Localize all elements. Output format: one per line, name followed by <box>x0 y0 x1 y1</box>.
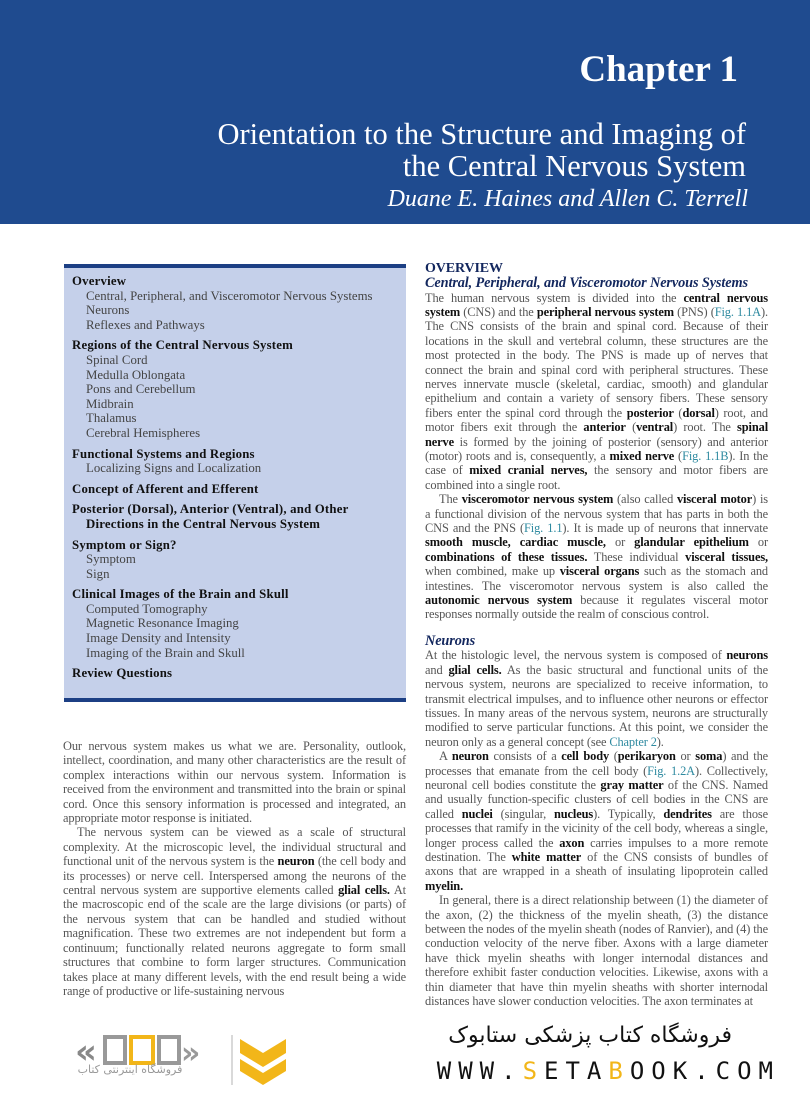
bold-term: dorsal <box>682 405 715 420</box>
text-run: ) root, and motor fibers exit through the <box>425 405 769 435</box>
bold-term: glial cells. <box>338 883 390 898</box>
text-run: ) is a functional division of the nervous system that has parts in both the CNS and the PNS ( <box>425 492 768 535</box>
url-part: ETA <box>544 1057 609 1085</box>
text-run: or <box>675 749 696 764</box>
outline-heading: Clinical Images of the Brain and Skull <box>72 587 289 602</box>
figure-reference-link[interactable]: Fig. 1.2A <box>647 763 695 778</box>
text-run: The <box>439 492 462 507</box>
bold-term: autonomic nervous system <box>425 593 573 608</box>
text-run: At the macroscopic end of the scale are the large divisions (or parts) of the nervous system that can be handled and studied without magnification. These two extremes are not independent but form a continuum; functionally related neurons aggregate to form small structures that combine to form larger structures. Communication takes place at many different levels, with the end result being a wide range of productive or life-sustaining nervous <box>63 883 406 998</box>
bold-term: mixed cranial nerves, <box>469 463 588 478</box>
text-run: ) and the processes that emanate from the cell body ( <box>425 749 769 778</box>
bold-term: myelin. <box>425 878 464 893</box>
text-run: ). The CNS consists of the brain and spinal cord. Because of their locations in the skull and vertebral column, these structures are the most protected in the body. The PNS is made up of nerves that connect the brain and spinal cord with peripheral structures. These nerves innervate muscle (skeletal, cardiac, smooth) and glandular epithelium and contain a variety of sensory fibers. These sensory fibers enter the spinal cord through the <box>425 304 768 420</box>
url-part: S <box>522 1057 545 1085</box>
bold-term: dendrites <box>663 806 712 821</box>
outline-subitem: Symptom <box>86 552 136 567</box>
svg-text:»: » <box>181 1036 201 1071</box>
text-run: the sensory and motor fibers are combined into a single root. <box>425 463 768 492</box>
bold-term: ventral <box>636 420 674 435</box>
bold-term: mixed nerve <box>609 448 675 463</box>
bold-term: visceral tissues, <box>685 549 768 564</box>
text-run: These individual <box>587 549 686 564</box>
text-run: of the CNS consists of bundles of axons that are wrapped in a sheath of insulating lipoprotein called <box>425 850 768 879</box>
bold-term: spinal nerve <box>425 420 769 449</box>
text-run: when combined, make up <box>425 564 560 579</box>
paragraph <box>425 291 768 493</box>
section-body-neurons <box>425 648 768 1008</box>
url-part: B <box>608 1057 630 1085</box>
outline-subitem: Spinal Cord <box>86 352 148 367</box>
svg-text:«: « <box>75 1032 97 1072</box>
outline-section <box>72 538 398 582</box>
text-run: (PNS) ( <box>673 304 715 319</box>
bold-term: neuron <box>277 854 315 869</box>
section-heading-nervous-systems: Central, Peripheral, and Visceromotor Nervous Systems <box>425 275 748 291</box>
text-run: ). In the case of <box>425 448 768 478</box>
figure-reference-link[interactable]: Fig. 1.1A <box>714 304 761 319</box>
bold-term: perikaryon <box>617 749 676 764</box>
paragraph <box>63 739 406 825</box>
outline-heading: Symptom or Sign? <box>72 537 177 552</box>
bold-term: neuron <box>451 749 489 764</box>
section-heading-neurons: Neurons <box>425 632 476 649</box>
text-run: (singular, <box>492 806 554 821</box>
text-run: (also called <box>613 492 677 507</box>
bold-term: combinations of these tissues. <box>425 549 588 564</box>
bold-term: central nervous system <box>425 290 768 319</box>
text-run: of the CNS. Named and usually function-specific clusters of cell bodies in the CNS are called <box>425 778 768 821</box>
paragraph <box>63 825 406 998</box>
text-run: In general, there is a direct relationship between (1) the diameter of the axon, (2) the thickness of the myelin sheath, (3) the distance between the nodes of the myelin sheath (nodes of Ranvier), and (4) the conduction velocity of the nerve fiber. Axons with a large diameter have thick myelin sheaths with longer internodal distances and therefore exhibit faster conduction velocities. Likewise, axons with a thin diameter that have thin myelin sheaths with shorter internodal distances have slower conduction velocities. The axon terminates at <box>425 893 768 1009</box>
text-run: A <box>439 749 452 764</box>
text-run: and <box>425 662 449 677</box>
overview-heading: OVERVIEW <box>425 261 503 276</box>
bold-term: visceral organs <box>559 564 640 579</box>
outline-section <box>72 338 398 440</box>
watermark-footer <box>0 1015 810 1095</box>
bold-term: glial cells. <box>448 662 502 677</box>
outline-subitem: Neurons <box>86 303 130 318</box>
outline-subitem: Magnetic Resonance Imaging <box>86 616 239 631</box>
text-run: As the basic structural and functional units of the nervous system, neurons are specialized to receive information, to transmit electrical impulses, and to influence other neurons or effector tissues. In many areas of the nervous system, neurons are structurally modified to serve particular functions. At this point, we consider the neuron only as a general concept (see <box>425 662 768 749</box>
paragraph <box>425 893 768 1008</box>
outline-subitem: Thalamus <box>86 411 137 426</box>
outline-section <box>72 587 398 660</box>
text-run: The nervous system can be viewed as a scale of structural complexity. At the microscopic level, the individual structural and functional unit of the nervous system is the <box>63 825 406 869</box>
outline-section <box>72 447 398 476</box>
url-part: OOK.COM <box>629 1057 780 1085</box>
outline-subitem: Pons and Cerebellum <box>86 382 196 397</box>
text-run: ). <box>656 734 664 749</box>
bold-term: gray matter <box>600 778 664 792</box>
text-run: because it regulates visceral motor responses normally outside the realm of conscious control. <box>425 593 768 622</box>
text-run: are those processes that ramify in the vicinity of the cell body, whereas a single, longer process called the <box>425 806 768 850</box>
outline-heading: Overview <box>72 274 127 288</box>
figure-reference-link[interactable]: Fig. 1.1 <box>524 521 563 535</box>
store-name: فروشگاه کتاب پزشکی ستابوک <box>448 1023 732 1048</box>
bold-term: visceral motor <box>676 492 753 507</box>
outline-section <box>72 274 398 332</box>
right-column-text <box>425 262 768 1009</box>
setabook-logo-icon <box>35 1027 295 1087</box>
text-run: ( <box>673 405 683 420</box>
figure-reference-link[interactable]: Chapter 2 <box>609 734 657 749</box>
bold-term: anterior <box>583 420 626 435</box>
outline-heading: Review Questions <box>72 666 173 681</box>
text-run: The human nervous system is divided into the <box>425 290 684 305</box>
outline-heading: Functional Systems and Regions <box>72 446 255 461</box>
chapter-number: Chapter 1 <box>579 49 738 90</box>
chapter-title-line1: Orientation to the Structure and Imaging of <box>217 117 746 151</box>
text-run: ). Typically, <box>593 806 664 821</box>
url-part: WWW. <box>436 1057 523 1085</box>
outline-section <box>72 502 398 531</box>
text-run: ( <box>625 420 637 435</box>
outline-subitem: Imaging of the Brain and Skull <box>86 645 245 660</box>
outline-subitem: Central, Peripheral, and Visceromotor Nervous Systems <box>86 288 373 303</box>
outline-heading: Posterior (Dorsal), Anterior (Ventral), and Other Directions in the Central Nervous System <box>72 502 349 531</box>
bold-term: glandular epithelium <box>634 535 749 550</box>
chapter-outline-box <box>64 264 406 702</box>
text-run: such as the stomach and intestines. The visceromotor nervous system is also called the <box>425 564 769 593</box>
text-run: or <box>605 535 635 550</box>
text-run: (CNS) and the <box>460 304 537 319</box>
text-run: ( <box>609 749 618 764</box>
outline-section <box>72 482 398 497</box>
bold-term: cell body <box>561 749 610 764</box>
bold-term: nucleus <box>553 806 594 821</box>
text-run: At the histologic level, the nervous system is composed of <box>425 648 727 663</box>
figure-reference-link[interactable]: Fig. 1.1B <box>682 448 729 463</box>
chapter-title-line2: the Central Nervous System <box>402 149 746 183</box>
text-run: ). Collectively, neuronal cell bodies constitute the <box>425 763 768 792</box>
bold-term: white matter <box>511 850 582 865</box>
outline-heading: Regions of the Central Nervous System <box>72 338 294 353</box>
bold-term: neurons <box>726 648 768 663</box>
text-run: (the cell body and its processes) or nerve cell. Interspersed among the neurons of the central nervous system are supportive elements called <box>63 854 406 898</box>
text-run: is formed by the joining of posterior (sensory) and anterior (motor) roots and is, consequently, a <box>425 434 768 463</box>
outline-subitem: Sign <box>86 566 110 581</box>
paragraph <box>425 749 768 893</box>
outline-section <box>72 666 398 681</box>
bold-term: soma <box>695 749 723 764</box>
chapter-authors: Duane E. Haines and Allen C. Terrell <box>387 186 748 212</box>
paragraph <box>425 492 768 622</box>
store-url <box>437 1057 780 1085</box>
text-run: consists of a <box>488 749 562 764</box>
bold-term: posterior <box>626 405 674 420</box>
outline-heading: Concept of Afferent and Efferent <box>72 481 259 496</box>
text-run: carries impulses to a more remote destination. The <box>425 835 768 865</box>
outline-subitem: Computed Tomography <box>86 601 208 616</box>
bold-term: visceromotor nervous system <box>461 492 614 507</box>
paragraph <box>425 648 768 749</box>
outline-subitem: Localizing Signs and Localization <box>86 461 262 476</box>
outline-subitem: Reflexes and Pathways <box>86 317 205 332</box>
chapter-title <box>46 118 746 182</box>
outline-subitem: Medulla Oblongata <box>86 367 186 382</box>
outline-subitem: Midbrain <box>86 396 134 411</box>
bold-term: peripheral nervous system <box>536 304 674 319</box>
bold-term: smooth muscle, cardiac muscle, <box>425 535 606 550</box>
text-run: Our nervous system makes us what we are. Personality, outlook, intellect, coordination, and many other characteristics are the result of complex interactions within our nervous system. Information is received from the environment and transmitted into the brain or spinal cord. Once this sensory information is processed and integrated, an appropriate motor response is initiated. <box>63 739 406 826</box>
bold-term: nuclei <box>461 806 493 821</box>
bold-term: axon <box>559 835 585 850</box>
logo-tagline: فروشگاه اینترنتی کتاب <box>77 1063 183 1076</box>
section-body-nervous-systems <box>425 291 768 622</box>
outline-subitem: Image Density and Intensity <box>86 631 231 646</box>
text-run: ( <box>674 448 683 463</box>
text-run: or <box>748 535 768 550</box>
text-run: ). It is made up of neurons that innervate <box>562 521 768 535</box>
outline-subitem: Cerebral Hemispheres <box>86 425 201 440</box>
chapter-header <box>0 0 810 224</box>
left-column-text <box>63 739 406 998</box>
text-run: ) root. The <box>673 420 738 435</box>
